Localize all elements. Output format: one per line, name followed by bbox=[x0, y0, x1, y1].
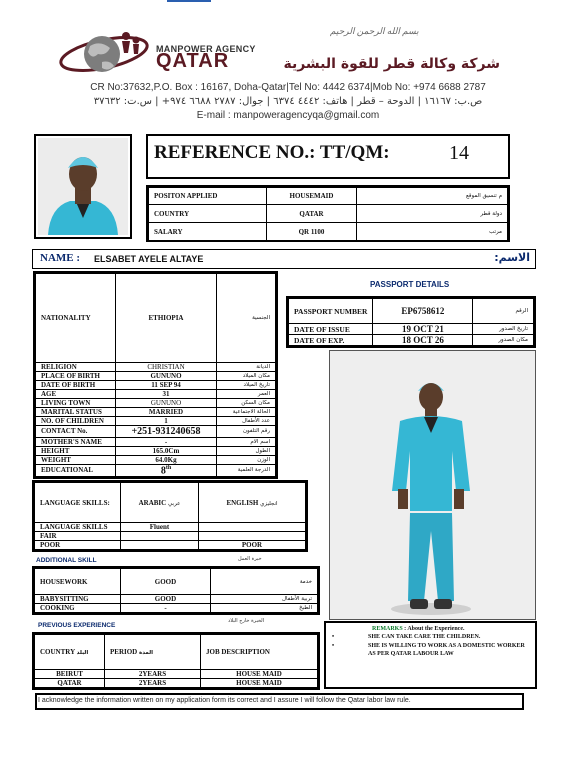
personal-value-text: 165.0Cm bbox=[152, 446, 180, 455]
table-row bbox=[35, 679, 318, 688]
list-item: • SHE CAN TAKE CARE THE CHILDREN. bbox=[332, 633, 532, 641]
globe-logo-icon bbox=[56, 24, 152, 84]
english-header-ar: انجليزي bbox=[260, 500, 278, 507]
personal-value-text: - bbox=[164, 437, 168, 446]
personal-value bbox=[116, 455, 217, 464]
skill-value: GOOD bbox=[121, 595, 211, 604]
english-level bbox=[199, 532, 306, 541]
table-row bbox=[36, 274, 276, 363]
experience-title-ar: الخبرة خارج البلاد bbox=[228, 618, 265, 624]
personal-value bbox=[116, 407, 217, 416]
language-row-label: LANGUAGE SKILLS bbox=[35, 523, 121, 532]
arabic-header: ARABIC bbox=[138, 498, 167, 507]
personal-value-text: GUNUNO bbox=[150, 371, 182, 380]
table-row bbox=[36, 371, 276, 380]
language-table bbox=[34, 482, 306, 550]
personal-value bbox=[116, 464, 217, 476]
personal-label: WEIGHT bbox=[36, 455, 116, 464]
personal-label-ar: مكان الميلاد bbox=[217, 371, 276, 380]
position-value: HOUSEMAID bbox=[267, 188, 357, 205]
personal-value bbox=[116, 416, 217, 425]
personal-value-text: 8 bbox=[160, 465, 166, 476]
issue-date-label: DATE OF ISSUE bbox=[289, 324, 373, 335]
table-row bbox=[35, 523, 306, 532]
table-row bbox=[149, 205, 508, 223]
personal-label-ar: الديانة bbox=[217, 362, 276, 371]
remarks-title bbox=[372, 626, 465, 632]
name-label-ar: الاسم: bbox=[494, 251, 530, 264]
english-header: ENGLISH bbox=[226, 498, 259, 507]
personal-label-ar: تاريخ الميلاد bbox=[217, 380, 276, 389]
country-label-ar: دولة قطر bbox=[357, 205, 508, 223]
personal-value bbox=[116, 425, 217, 437]
address-arabic: ص.ب: ١٦١٦٧ | الدوحة – قطر | هاتف: ٤٤٤٢ ٦٣٧٤ | جوال: ٢٧٨٧ ٦٦٨٨ ٩٧٤+ | س.ت: ٣٧٦٣٢ bbox=[93, 96, 483, 107]
personal-value bbox=[116, 437, 217, 446]
table-row bbox=[289, 335, 534, 346]
salary-label-ar: مرتب bbox=[357, 223, 508, 241]
experience-period: 2YEARS bbox=[105, 679, 201, 688]
english-level bbox=[199, 523, 306, 532]
language-row-label: FAIR bbox=[35, 532, 121, 541]
additional-skill-title-ar: خبرة العمل bbox=[238, 556, 262, 562]
personal-label: MOTHER'S NAME bbox=[36, 437, 116, 446]
header-calligraphy: بسم الله الرحمن الرحيم bbox=[330, 26, 419, 36]
personal-label-ar: الدرجة العلمية bbox=[217, 464, 276, 476]
language-header-label: LANGUAGE SKILLS: bbox=[35, 483, 121, 523]
personal-label: NO. OF CHILDREN bbox=[36, 416, 116, 425]
table-row bbox=[35, 483, 306, 523]
table-row bbox=[35, 541, 306, 550]
passport-title: PASSPORT DETAILS bbox=[370, 280, 450, 289]
position-table bbox=[148, 187, 508, 241]
issue-date-value: 19 OCT 21 bbox=[373, 324, 473, 335]
experience-period: 2YEARS bbox=[105, 670, 201, 679]
skill-label-ar: تربية الأطفال bbox=[211, 595, 318, 604]
salary-value: QR 1100 bbox=[267, 223, 357, 241]
passport-number-label: PASSPORT NUMBER bbox=[289, 299, 373, 324]
table-row bbox=[36, 464, 276, 476]
table-row bbox=[36, 437, 276, 446]
personal-value-text: ETHIOPIA bbox=[148, 313, 184, 322]
skill-value: GOOD bbox=[121, 569, 211, 595]
personal-label: MARITAL STATUS bbox=[36, 407, 116, 416]
experience-country: BEIRUT bbox=[35, 670, 105, 679]
expiry-date-ar: مكان الصدور bbox=[473, 335, 534, 346]
english-level: POOR bbox=[199, 541, 306, 550]
personal-value-text: 31 bbox=[162, 389, 170, 398]
personal-value bbox=[116, 389, 217, 398]
job-header: JOB DESCRIPTION bbox=[201, 635, 318, 670]
expiry-date-value: 18 OCT 26 bbox=[373, 335, 473, 346]
name-label: NAME : bbox=[40, 252, 81, 264]
personal-label: HEIGHT bbox=[36, 446, 116, 455]
personal-label: AGE bbox=[36, 389, 116, 398]
additional-skill-title: ADDITIONAL SKILL bbox=[36, 557, 97, 564]
personal-label: RELIGION bbox=[36, 362, 116, 371]
period-header-ar: المدة bbox=[138, 650, 154, 656]
passport-number-value: EP6758612 bbox=[373, 299, 473, 324]
remarks-title-label: REMARKS bbox=[372, 626, 403, 632]
reference-label: REFERENCE NO.: TT/QM: bbox=[154, 142, 390, 163]
personal-value-text: 1 bbox=[164, 416, 168, 425]
experience-job: HOUSE MAID bbox=[201, 670, 318, 679]
arabic-level bbox=[121, 541, 199, 550]
personal-label-ar: الجنسية bbox=[217, 274, 276, 363]
remarks-title-rest: : About the Experience. bbox=[404, 626, 465, 632]
personal-label: PLACE OF BIRTH bbox=[36, 371, 116, 380]
personal-value bbox=[116, 362, 217, 371]
personal-label-ar: الحالة الاجتماعية bbox=[217, 407, 276, 416]
personal-label-ar: الوزن bbox=[217, 455, 276, 464]
passport-number-ar: الرقم bbox=[473, 299, 534, 324]
position-label: POSITON APPLIED bbox=[149, 188, 267, 205]
expiry-date-label: DATE OF EXP. bbox=[289, 335, 373, 346]
full-body-photo bbox=[329, 350, 536, 620]
additional-skill-table bbox=[34, 568, 318, 613]
experience-country: QATAR bbox=[35, 679, 105, 688]
personal-label-ar: عدد الأطفال bbox=[217, 416, 276, 425]
table-row bbox=[36, 416, 276, 425]
table-row bbox=[289, 324, 534, 335]
table-row bbox=[35, 569, 318, 595]
country-header-ar: البلد bbox=[76, 650, 89, 656]
personal-label: NATIONALITY bbox=[36, 274, 116, 363]
language-row-label: POOR bbox=[35, 541, 121, 550]
personal-label: LIVING TOWN bbox=[36, 398, 116, 407]
personal-value-text: 11 SEP 94 bbox=[151, 380, 181, 389]
ordinal-suffix: th bbox=[165, 464, 172, 471]
table-row bbox=[36, 446, 276, 455]
table-row bbox=[289, 299, 534, 324]
personal-label: CONTACT No. bbox=[36, 425, 116, 437]
table-row bbox=[36, 425, 276, 437]
top-accent-line bbox=[167, 0, 211, 2]
table-row bbox=[36, 362, 276, 371]
email-line: E-mail : manpoweragencyqa@gmail.com bbox=[196, 110, 380, 121]
agency-brand: QATAR bbox=[156, 50, 230, 72]
table-row bbox=[36, 398, 276, 407]
agency-arabic-name: شركة وكالة قطر للقوة البشرية bbox=[283, 56, 500, 72]
arabic-level bbox=[121, 532, 199, 541]
portrait-figure-icon bbox=[38, 138, 128, 235]
full-body-figure-icon bbox=[330, 351, 535, 619]
table-row bbox=[36, 389, 276, 398]
table-row bbox=[36, 455, 276, 464]
position-label-ar: م تنسيق الموقع bbox=[357, 188, 508, 205]
arabic-header-ar: عربي bbox=[167, 500, 181, 507]
salary-label: SALARY bbox=[149, 223, 267, 241]
country-label: COUNTRY bbox=[149, 205, 267, 223]
arabic-level: Fluent bbox=[121, 523, 199, 532]
personal-value-text: GUNUNO bbox=[150, 398, 182, 407]
personal-label: DATE OF BIRTH bbox=[36, 380, 116, 389]
personal-value-text: CHRISTIAN bbox=[147, 362, 185, 371]
table-row bbox=[36, 380, 276, 389]
skill-label: COOKING bbox=[35, 604, 121, 613]
personal-label-ar: العمر bbox=[217, 389, 276, 398]
personal-value bbox=[116, 398, 217, 407]
personal-value bbox=[116, 446, 217, 455]
table-row bbox=[35, 604, 318, 613]
experience-job: HOUSE MAID bbox=[201, 679, 318, 688]
portrait-photo bbox=[34, 134, 132, 239]
skill-label-ar: خدمة bbox=[211, 569, 318, 595]
skill-label-ar: الطبخ bbox=[211, 604, 318, 613]
acknowledgement-text: I acknowledge the information written on my application form its correct and I assure I will follow the Qatar labor law rule. bbox=[38, 697, 411, 704]
remarks-list bbox=[332, 633, 532, 659]
experience-table bbox=[34, 634, 318, 688]
personal-value-text: +251-931240658 bbox=[131, 425, 201, 437]
skill-value: - bbox=[121, 604, 211, 613]
period-header: PERIOD bbox=[110, 648, 138, 656]
personal-label-ar: الطول bbox=[217, 446, 276, 455]
name-value: ELSABET AYELE ALTAYE bbox=[94, 254, 204, 264]
country-header: COUNTRY bbox=[40, 648, 75, 656]
table-row bbox=[35, 670, 318, 679]
table-row bbox=[149, 223, 508, 241]
table-row bbox=[149, 188, 508, 205]
personal-details-table bbox=[35, 273, 276, 477]
personal-value-text: MARRIED bbox=[148, 407, 184, 416]
issue-date-ar: تاريخ الصدور bbox=[473, 324, 534, 335]
table-row bbox=[35, 635, 318, 670]
address-english: CR No:37632,P.O. Box : 16167, Doha-Qatar|Tel No: 4442 6374|Mob No: +974 6688 2787 bbox=[90, 82, 486, 93]
personal-value bbox=[116, 371, 217, 380]
table-row bbox=[36, 407, 276, 416]
experience-title: PREVIOUS EXPERIENCE bbox=[38, 622, 116, 629]
table-row bbox=[35, 595, 318, 604]
personal-value bbox=[116, 380, 217, 389]
reference-number: 14 bbox=[449, 142, 469, 164]
passport-table bbox=[288, 298, 534, 346]
personal-label-ar: مكان السكن bbox=[217, 398, 276, 407]
skill-label: HOUSEWORK bbox=[35, 569, 121, 595]
personal-value bbox=[116, 274, 217, 363]
list-item: • SHE IS WILLING TO WORK AS A DOMESTIC WORKER AS PER QATAR LABOUR LAW bbox=[332, 642, 532, 658]
personal-value-text: 64.0Kg bbox=[155, 455, 177, 464]
personal-label: EDUCATIONAL bbox=[36, 464, 116, 476]
country-value: QATAR bbox=[267, 205, 357, 223]
skill-label: BABYSITTING bbox=[35, 595, 121, 604]
personal-label-ar: اسم الام bbox=[217, 437, 276, 446]
personal-label-ar: رقم التلفون bbox=[217, 425, 276, 437]
agency-subtitle: MANPOWER AGENCY bbox=[156, 44, 256, 54]
table-row bbox=[35, 532, 306, 541]
